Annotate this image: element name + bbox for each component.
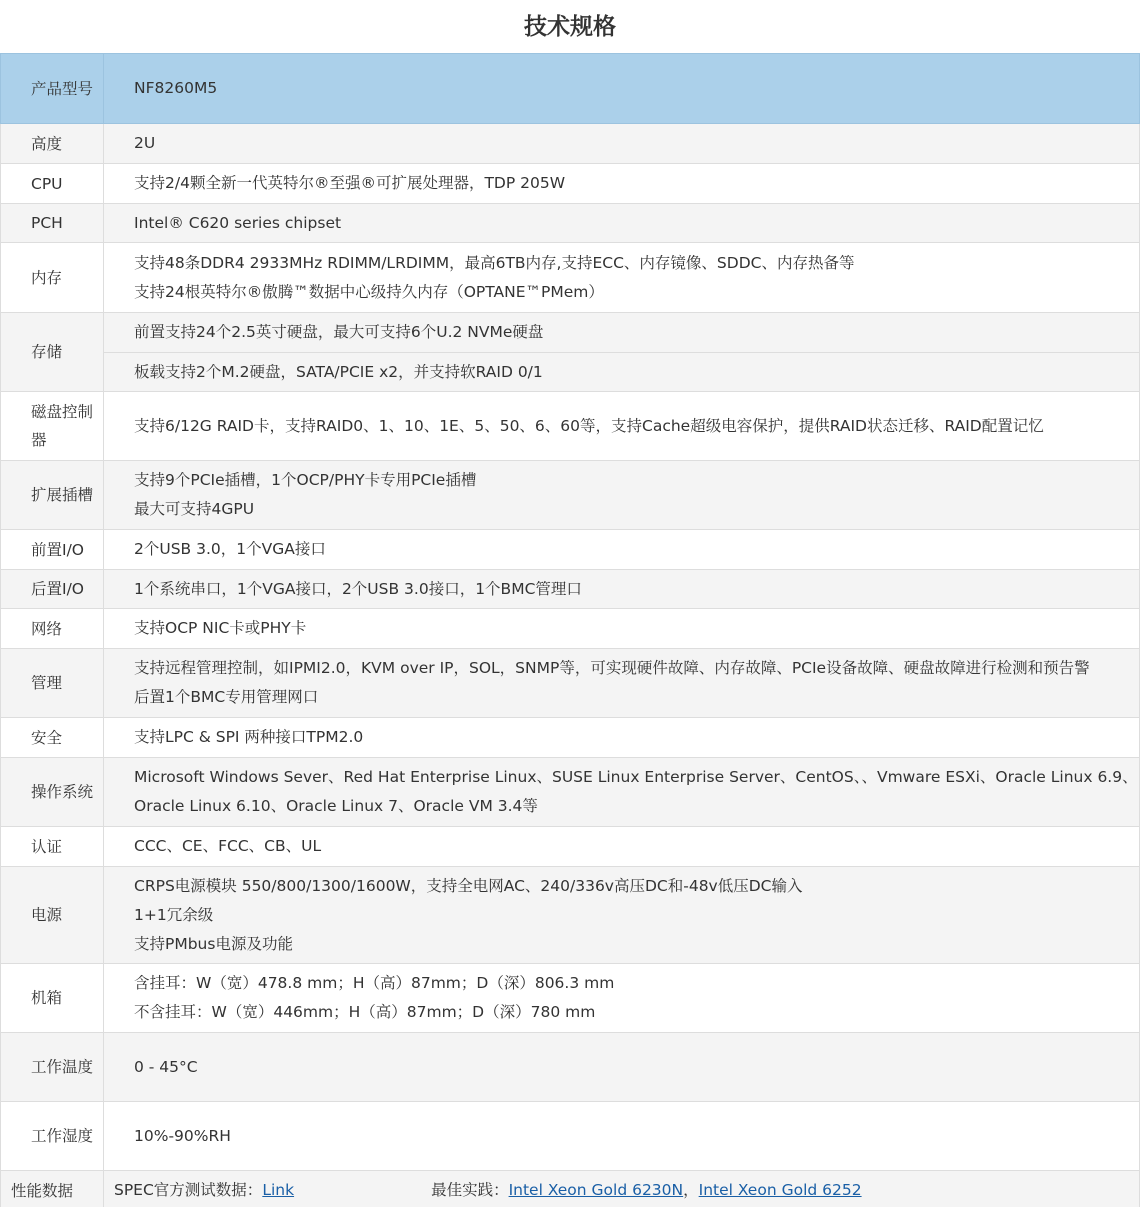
value-line: 支持PMbus电源及功能 bbox=[134, 934, 293, 953]
page-title: 技术规格 bbox=[524, 14, 616, 40]
table-row bbox=[1, 530, 1140, 570]
performance-row bbox=[1, 1171, 1140, 1207]
spec-table bbox=[0, 53, 1140, 1207]
value-line: 2个USB 3.0，1个VGA接口 bbox=[134, 540, 326, 558]
row-value bbox=[104, 1033, 1140, 1102]
header-key: 产品型号 bbox=[1, 54, 104, 124]
row-value bbox=[104, 392, 1140, 461]
value-line: 支持2/4颗全新一代英特尔®至强®可扩展处理器，TDP 205W bbox=[134, 174, 566, 192]
table-row bbox=[1, 392, 1140, 461]
value-line: 支持LPC & SPI 两种接口TPM2.0 bbox=[134, 728, 364, 746]
table-row bbox=[1, 1033, 1140, 1102]
value-line: 支持48条DDR4 2933MHz RDIMM/LRDIMM，最高6TB内存,支持ECC、内存镜像、SDDC、内存热备等 bbox=[134, 253, 855, 272]
row-key: 安全 bbox=[1, 718, 104, 758]
table-row bbox=[1, 609, 1140, 649]
value-line: 板载支持2个M.2硬盘，SATA/PCIE x2，并支持软RAID 0/1 bbox=[134, 362, 543, 381]
value-line: 10%-90%RH bbox=[134, 1126, 231, 1145]
value-line: Microsoft Windows Sever、Red Hat Enterprise Linux、SUSE Linux Enterprise Server、CentOS、、Vmware ESXi、Oracle Linux 6.9、 bbox=[134, 768, 1138, 786]
row-key: 内存 bbox=[1, 243, 104, 313]
value-line: 支持24根英特尔®傲腾™数据中心级持久内存（OPTANE™PMem） bbox=[134, 282, 604, 301]
gold-6252-link[interactable]: Intel Xeon Gold 6252 bbox=[698, 1181, 862, 1199]
row-value bbox=[104, 530, 1140, 570]
row-key: 操作系统 bbox=[1, 758, 104, 827]
gold-6230n-link[interactable]: Intel Xeon Gold 6230N bbox=[508, 1181, 684, 1199]
table-row bbox=[1, 204, 1140, 243]
spec-prefix: SPEC官方测试数据： bbox=[114, 1181, 263, 1199]
value-line: Intel® C620 series chipset bbox=[134, 213, 342, 232]
table-row bbox=[1, 570, 1140, 609]
row-value bbox=[104, 649, 1140, 718]
table-row bbox=[1, 353, 1140, 392]
row-key: 网络 bbox=[1, 609, 104, 649]
value-line: 支持OCP NIC卡或PHY卡 bbox=[134, 619, 307, 637]
row-key: 扩展插槽 bbox=[1, 461, 104, 530]
table-row bbox=[1, 164, 1140, 204]
value-line: 含挂耳：W（宽）478.8 mm；H（高）87mm；D（深）806.3 mm bbox=[134, 974, 615, 992]
row-value bbox=[104, 124, 1140, 164]
row-value bbox=[104, 1171, 1140, 1207]
row-key: 管理 bbox=[1, 649, 104, 718]
table-row bbox=[1, 1102, 1140, 1171]
row-key: 存储 bbox=[1, 313, 104, 392]
row-key: 电源 bbox=[1, 867, 104, 964]
table-row bbox=[1, 758, 1140, 827]
row-key: 高度 bbox=[1, 124, 104, 164]
row-value bbox=[104, 827, 1140, 867]
value-line: CRPS电源模块 550/800/1300/1600W，支持全电网AC、240/336v高压DC和-48v低压DC输入 bbox=[134, 876, 803, 895]
value-line: 支持6/12G RAID卡，支持RAID0、1、10、1E、5、50、6、60等，支持Cache超级电容保护，提供RAID状态迁移、RAID配置记忆 bbox=[134, 416, 1044, 435]
row-value bbox=[104, 867, 1140, 964]
best-practice-prefix: 最佳实践： bbox=[431, 1181, 509, 1199]
row-value bbox=[104, 758, 1140, 827]
row-key: 后置I/O bbox=[1, 570, 104, 609]
table-row bbox=[1, 649, 1140, 718]
row-value bbox=[104, 964, 1140, 1033]
link-separator: ， bbox=[683, 1181, 699, 1199]
value-line: 不含挂耳：W（宽）446mm；H（高）87mm；D（深）780 mm bbox=[134, 1003, 596, 1021]
value-line: 1个系统串口，1个VGA接口，2个USB 3.0接口，1个BMC管理口 bbox=[134, 579, 582, 598]
row-value bbox=[104, 164, 1140, 204]
value-line: CCC、CE、FCC、CB、UL bbox=[134, 837, 322, 855]
row-value bbox=[104, 243, 1140, 313]
table-row bbox=[1, 313, 1140, 353]
row-value bbox=[104, 204, 1140, 243]
row-value bbox=[104, 313, 1140, 353]
row-key: 性能数据 bbox=[1, 1171, 104, 1207]
table-row bbox=[1, 124, 1140, 164]
row-key: 工作湿度 bbox=[1, 1102, 104, 1171]
row-key: 认证 bbox=[1, 827, 104, 867]
value-line: 前置支持24个2.5英寸硬盘，最大可支持6个U.2 NVMe硬盘 bbox=[134, 323, 544, 341]
table-row bbox=[1, 718, 1140, 758]
row-key: 机箱 bbox=[1, 964, 104, 1033]
row-value bbox=[104, 718, 1140, 758]
header-value: NF8260M5 bbox=[104, 54, 1140, 124]
spec-link[interactable]: Link bbox=[262, 1181, 295, 1199]
value-line: Oracle Linux 6.10、Oracle Linux 7、Oracle VM 3.4等 bbox=[134, 797, 538, 815]
table-row bbox=[1, 461, 1140, 530]
row-value bbox=[104, 1102, 1140, 1171]
value-line: 最大可支持4GPU bbox=[134, 500, 255, 518]
row-value bbox=[104, 570, 1140, 609]
value-line: 支持9个PCIe插槽，1个OCP/PHY卡专用PCIe插槽 bbox=[134, 471, 477, 489]
table-row bbox=[1, 867, 1140, 964]
table-row bbox=[1, 827, 1140, 867]
row-value bbox=[104, 609, 1140, 649]
row-key: 磁盘控制器 bbox=[1, 392, 104, 461]
table-header-row bbox=[1, 54, 1140, 124]
value-line: 支持远程管理控制，如IPMI2.0，KVM over IP，SOL，SNMP等，可实现硬件故障、内存故障、PCIe设备故障、硬盘故障进行检测和预告警 bbox=[134, 659, 1090, 677]
value-line: 2U bbox=[134, 134, 156, 152]
row-key: CPU bbox=[1, 164, 104, 204]
row-value bbox=[104, 461, 1140, 530]
row-value bbox=[104, 353, 1140, 392]
value-line: 后置1个BMC专用管理网口 bbox=[134, 688, 319, 706]
table-row bbox=[1, 243, 1140, 313]
row-key: PCH bbox=[1, 204, 104, 243]
row-key: 工作温度 bbox=[1, 1033, 104, 1102]
row-key: 前置I/O bbox=[1, 530, 104, 570]
value-line: 0 - 45°C bbox=[134, 1057, 198, 1076]
value-line: 1+1冗余级 bbox=[134, 905, 214, 924]
table-row bbox=[1, 964, 1140, 1033]
